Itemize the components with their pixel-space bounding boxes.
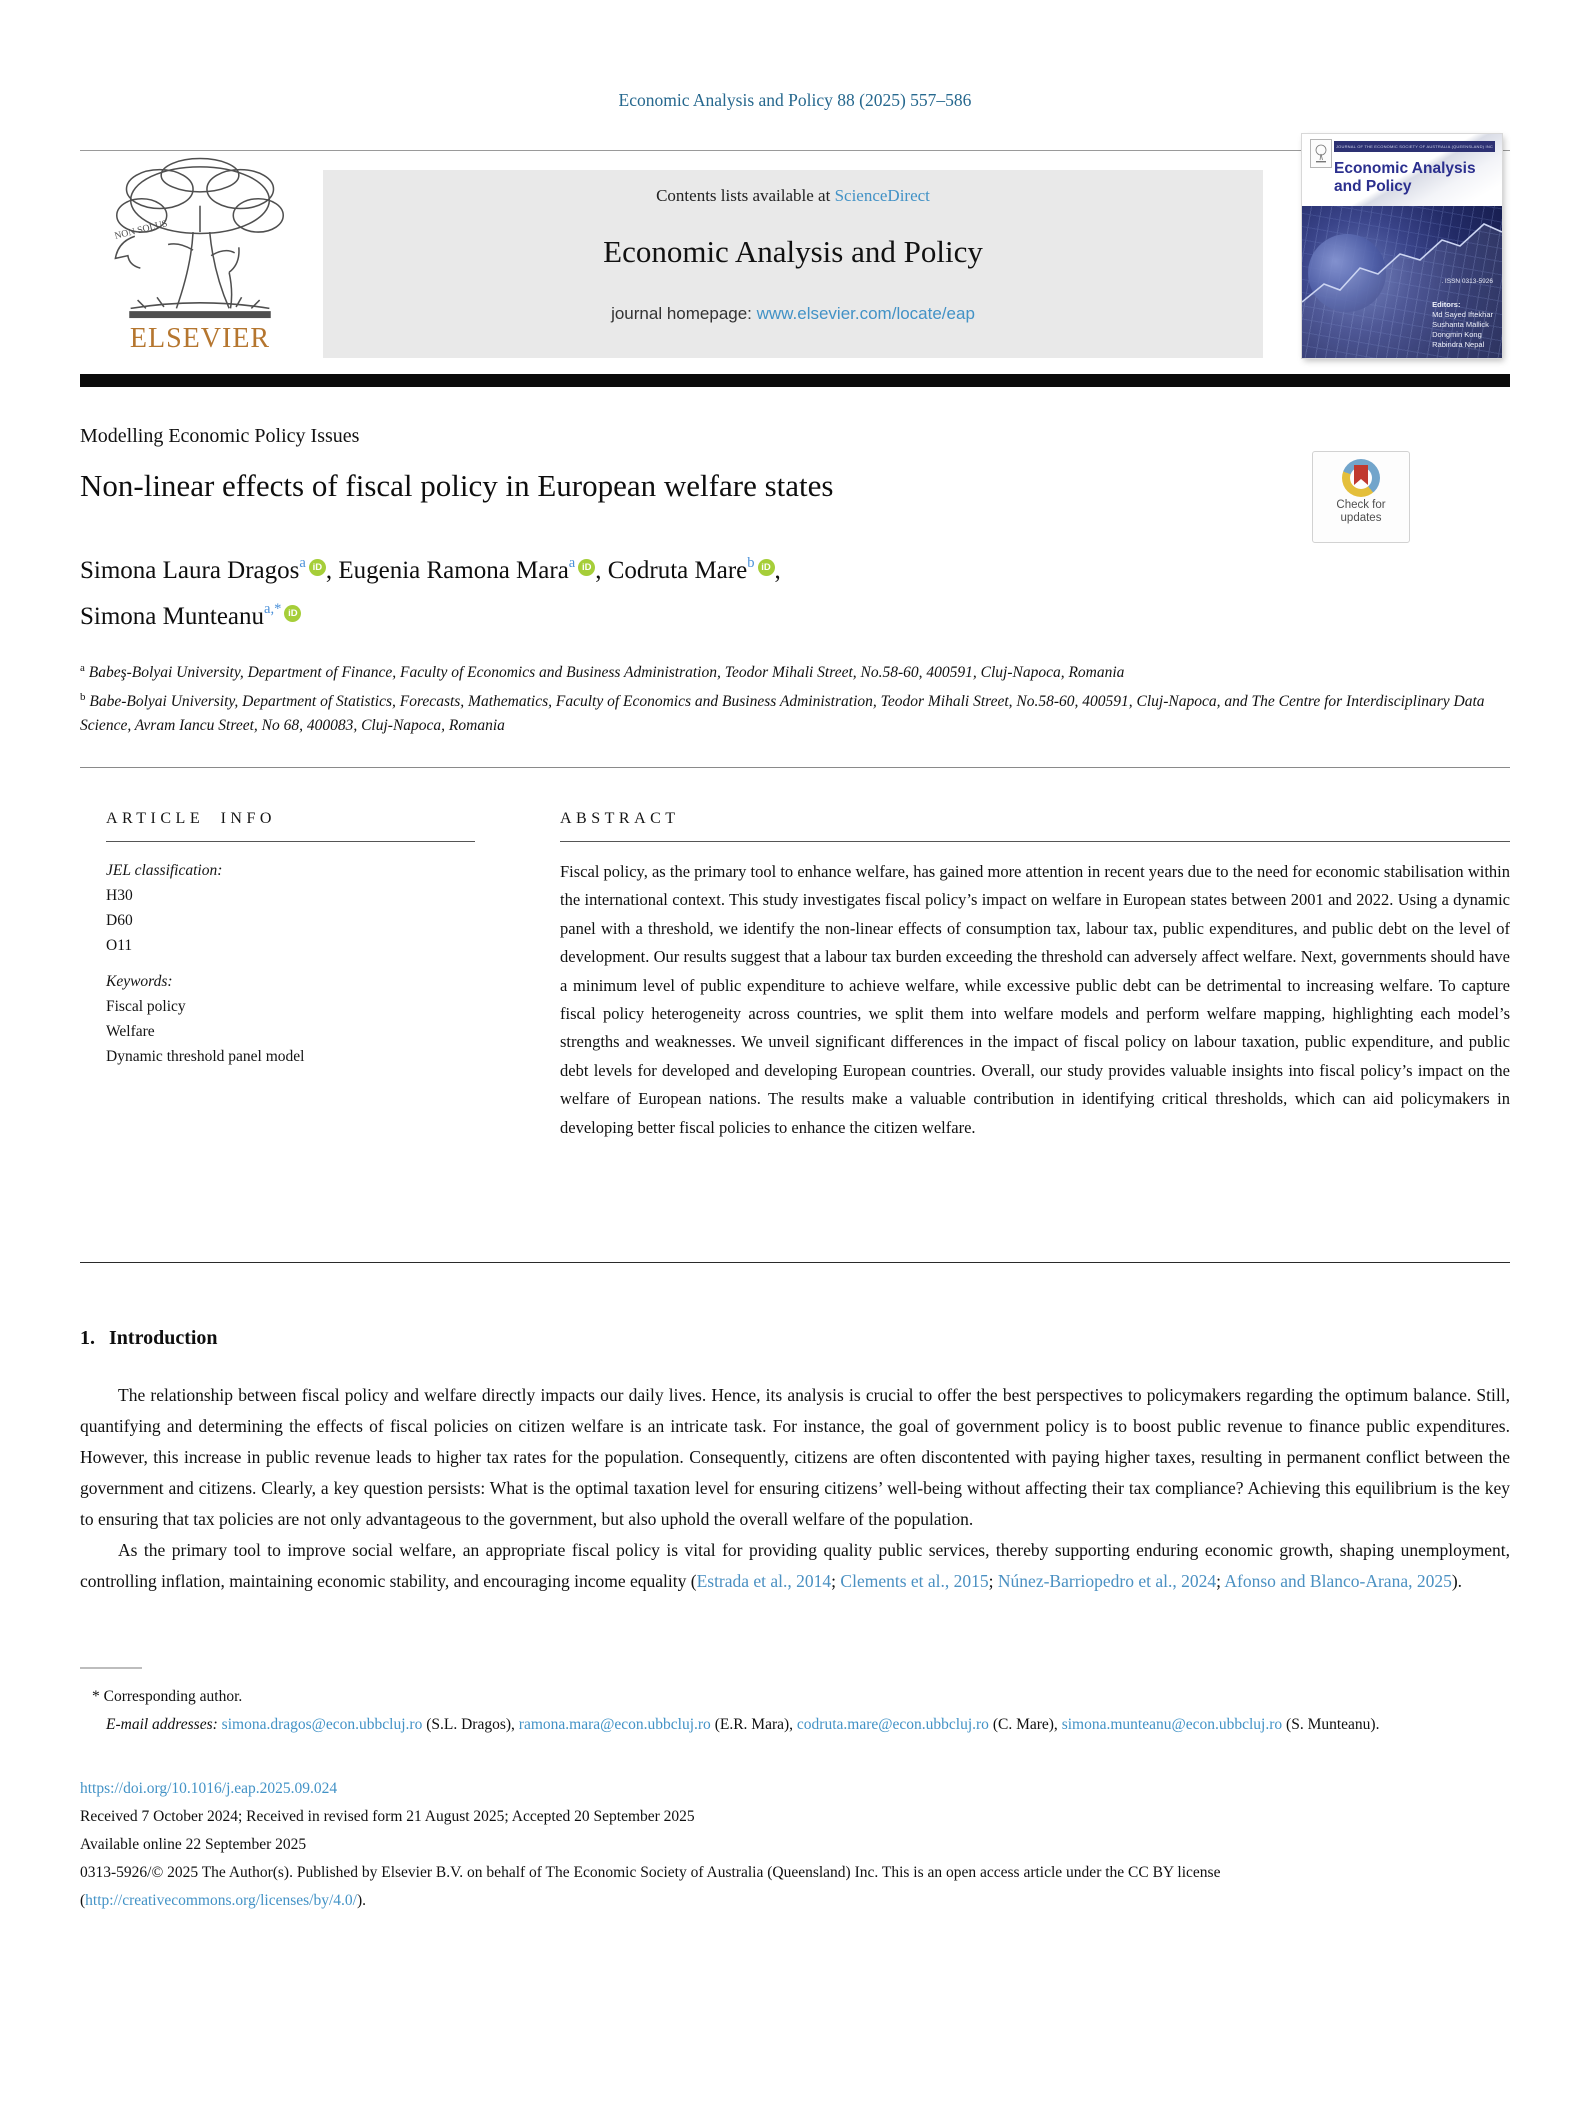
cover-editor-name: Dongmin Kong <box>1432 330 1482 339</box>
citation-link[interactable]: Clements et al., 2015 <box>840 1571 989 1591</box>
article-info-column <box>80 810 475 1262</box>
doi-line <box>80 1775 1510 1803</box>
journal-cover-thumbnail[interactable] <box>1302 134 1502 358</box>
cc-license-link[interactable]: http://creativecommons.org/licenses/by/4.0/ <box>85 1892 357 1909</box>
jel-code: O11 <box>106 937 133 954</box>
abstract-column <box>560 810 1510 1262</box>
available-online: Available online 22 September 2025 <box>80 1836 307 1853</box>
header-black-bar <box>80 374 1510 387</box>
crossmark-icon <box>1342 459 1380 497</box>
corresponding-author-note: * Corresponding author. <box>92 1688 243 1705</box>
author-name: Simona Laura Dragos <box>80 557 300 584</box>
cover-issn: . ISSN 0313-5926 <box>1441 278 1493 285</box>
introduction-section <box>80 1327 1510 1597</box>
jel-code: D60 <box>106 912 133 929</box>
email-link[interactable]: simona.munteanu@econ.ubbcluj.ro <box>1061 1716 1283 1733</box>
elsevier-logo <box>86 153 314 355</box>
citation-link[interactable]: Estrada et al., 2014 <box>696 1571 832 1591</box>
jel-label: JEL classification: <box>106 862 223 879</box>
keyword: Dynamic threshold panel model <box>106 1048 305 1065</box>
contents-prefix: Contents lists available at <box>656 186 835 205</box>
author-affiliation-sup: a <box>299 555 306 571</box>
cover-editor-name: Sushanta Mallick <box>1432 320 1489 329</box>
cover-editors: Editors: Md Sayed Iftekhar Sushanta Mallick Dongmin Kong Rabindra Nepal <box>1432 300 1493 349</box>
abstract-heading: ABSTRACT <box>560 810 680 827</box>
affiliation-divider <box>80 767 1510 768</box>
introduction-paragraph-1: The relationship between fiscal policy and welfare directly impacts our daily lives. Hence, its analysis is crucial to offer the best perspectives to policymakers regarding the optimum balance. Still, quantifying and determining the effects of fiscal policies on citizen welfare is an intricate task. For instance, the goal of government policy is to boost public revenue to finance public expenditures. However, this increase in public revenue leads to higher tax rates for the population. Consequently, citizens are often discontented with paying higher taxes, resulting in permanent conflict between the government and citizens. Clearly, a key question persists: What is the optimal taxation level for ensuring citizens’ well-being without affecting their tax compliance? Achieving this equilibrium is the key to ensuring that tax policies are not only advantageous to the government, but also uphold the overall welfare of the population. <box>80 1385 1510 1529</box>
abstract-text: Fiscal policy, as the primary tool to enhance welfare, has gained more attention in recent years due to the need for economic stabilisation within the international context. This study investigates fiscal policy’s impact on welfare in European states between 2001 and 2022. Using a dynamic panel with a threshold, we identify the non-linear effects of consumption tax, labour tax, public expenditures, and public debt on the level of development. Our results suggest that a labour tax burden exceeding the threshold can adversely affect welfare. Next, governments should have a minimum level of public expenditure to achieve welfare, while excessive public debt can be detrimental to increasing welfare. To capture fiscal policy heterogeneity across countries, we split them into welfare models and perform welfare mapping, highlighting each model’s strengths and weaknesses. We unveil significant differences in the impact of fiscal policy on labour taxation, public expenditure, and public debt levels for developed and developing European countries. Overall, our study provides valuable insights into fiscal policy’s impact on the welfare of European nations. The results make a valuable contribution in identifying critical thresholds, which can aid policymakers in developing better fiscal policies to enhance the citizen welfare. <box>560 862 1510 1137</box>
journal-header-box <box>323 170 1263 358</box>
citation-link[interactable]: Núnez-Barriopedro et al., 2024 <box>997 1571 1217 1591</box>
email-addresses: E-mail addresses: simona.dragos@econ.ubbcluj.ro (S.L. Dragos), ramona.mara@econ.ubbcluj.ro (E.R. Mara), codruta.mare@econ.ubbcluj.ro (C. Mare), simona.munteanu@econ.ubbcluj.ro (S. Munteanu). <box>106 1716 1380 1733</box>
keyword: Fiscal policy <box>106 998 186 1015</box>
citation-link[interactable]: Afonso and Blanco-Arana, 2025 <box>1224 1571 1452 1591</box>
affiliations <box>80 656 1510 738</box>
author-affiliation-sup: b <box>747 555 755 571</box>
received-dates: Received 7 October 2024; Received in revised form 21 August 2025; Accepted 20 September 2025 <box>80 1808 695 1825</box>
homepage-prefix: journal homepage: <box>611 304 757 323</box>
author-name: Simona Munteanu <box>80 603 265 630</box>
article-info-heading: ARTICLE INFO <box>106 810 276 827</box>
sciencedirect-link[interactable]: ScienceDirect <box>834 186 930 205</box>
orcid-icon[interactable]: iD <box>578 559 595 576</box>
footnote-divider <box>80 1667 142 1669</box>
jel-code: H30 <box>106 887 133 904</box>
cover-artwork <box>1302 206 1502 358</box>
cover-journal-title: Economic Analysis and Policy <box>1334 160 1476 195</box>
affiliation-b: $^b$ Babe-Bolyai University, Department of Statistics, Forecasts, Mathematics, Faculty of Economics and Business Administration, Teodor Mihali Street, No.58-60, 400591, Cluj-Napoca, and The Centre for Interdisciplinary Data Science, Avram Iancu Street, No 68, 400083, Cluj-Napoca, Romania <box>80 691 1485 734</box>
abstract-bottom-divider <box>80 1262 1510 1263</box>
article-title: Non-linear effects of fiscal policy in European welfare states <box>80 468 834 503</box>
cover-top-banner: JOURNAL OF THE ECONOMIC SOCIETY OF AUSTRALIA (QUEENSLAND) INC <box>1334 141 1495 152</box>
author-affiliation-sup: a <box>568 555 576 571</box>
email-link[interactable]: simona.dragos@econ.ubbcluj.ro <box>221 1716 423 1733</box>
orcid-icon[interactable]: iD <box>284 605 301 622</box>
abstract-rule <box>560 841 1510 842</box>
cover-editor-name: Md Sayed Iftekhar <box>1432 310 1493 319</box>
cover-elsevier-mini-logo <box>1310 139 1332 168</box>
article-head <box>80 425 1510 738</box>
homepage-url-link[interactable]: www.elsevier.com/locate/eap <box>756 304 975 323</box>
elsevier-tree-icon <box>95 153 305 325</box>
orcid-icon[interactable]: iD <box>758 559 775 576</box>
column-gap <box>475 810 560 1262</box>
cover-editor-name: Rabindra Nepal <box>1432 340 1485 349</box>
author-list: Simona Laura Dragos$^a$ iD , Eugenia Ramona Mara$^a$ iD , Codruta Mare$^b$ iD , Simona Munteanu$^{a,*}$ iD <box>80 555 781 630</box>
orcid-icon[interactable]: iD <box>309 559 326 576</box>
keywords-label: Keywords: <box>106 973 173 990</box>
introduction-heading: 1. Introduction <box>80 1327 218 1349</box>
keyword: Welfare <box>106 1023 155 1040</box>
article-info-rule <box>106 841 475 842</box>
journal-title: Economic Analysis and Policy <box>603 234 983 269</box>
author-name: Eugenia Ramona Mara <box>338 557 569 584</box>
journal-header <box>80 144 1510 358</box>
footnote-block <box>80 1667 1510 1915</box>
doi-link[interactable]: https://doi.org/10.1016/j.eap.2025.09.024 <box>80 1780 338 1797</box>
homepage-line <box>323 304 1263 324</box>
copyright-line: 0313-5926/© 2025 The Author(s). Published by Elsevier B.V. on behalf of The Economic Society of Australia (Queensland) Inc. This is an open access article under the CC BY license (http://creativecommons.org/licenses/by/4.0/). <box>80 1864 1221 1909</box>
non-solus-banner: NON SOLUS <box>113 218 169 242</box>
contents-line <box>323 186 1263 206</box>
affiliation-a: $^a$ Babeş-Bolyai University, Department of Finance, Faculty of Economics and Business Administration, Teodor Mihali Street, No.58-60, 400591, Cluj-Napoca, Romania <box>80 662 1125 681</box>
check-updates-label: Check for updates <box>1336 499 1386 524</box>
author-affiliation-sup: a,* <box>264 601 282 617</box>
introduction-paragraph-2: As the primary tool to improve social welfare, an appropriate fiscal policy is vital for providing quality public services, thereby supporting enduring economic growth, shaping unemployment, controlling inflation, maintaining economic stability, and encouraging income equality (Estrada et al., 2014; Clements et al., 2015; Núnez-Barriopedro et al., 2024; Afonso and Blanco-Arana, 2025). <box>80 1540 1510 1591</box>
author-name: Codruta Mare <box>607 557 748 584</box>
elsevier-wordmark: ELSEVIER <box>129 323 271 354</box>
journal-section-label: Modelling Economic Policy Issues <box>80 425 360 447</box>
check-for-updates-badge[interactable] <box>1312 451 1410 543</box>
info-abstract-columns <box>80 810 1510 1262</box>
email-link[interactable]: ramona.mara@econ.ubbcluj.ro <box>518 1716 711 1733</box>
email-link[interactable]: codruta.mare@econ.ubbcluj.ro <box>796 1716 989 1733</box>
journal-citation: Economic Analysis and Policy 88 (2025) 557–586 <box>618 90 972 110</box>
